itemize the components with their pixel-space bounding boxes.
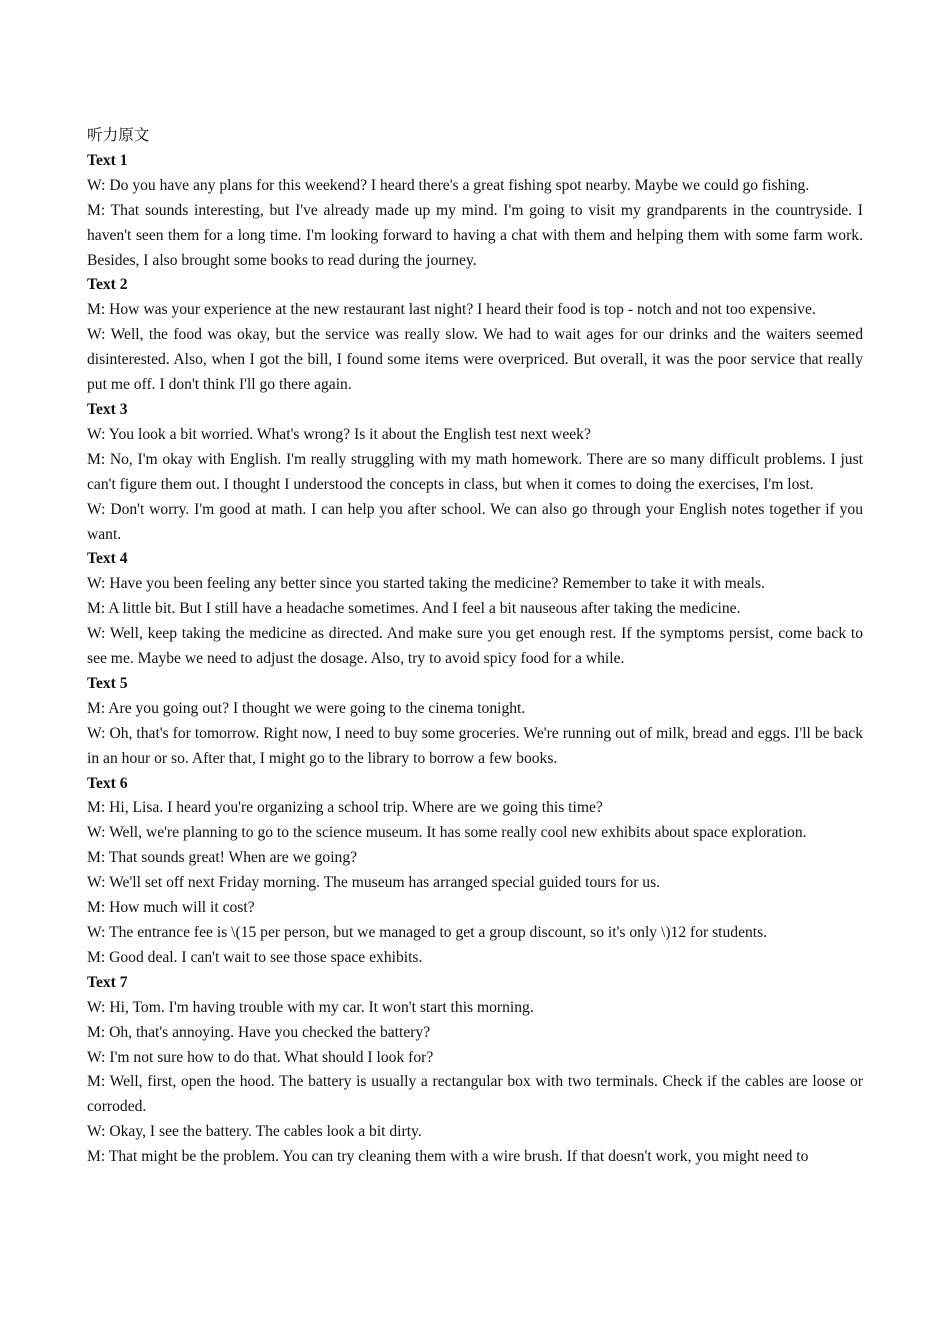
text-section-4 bbox=[87, 547, 863, 672]
dialogue-line: W: Have you been feeling any better since you started taking the medicine? Remember to take it with meals. bbox=[87, 575, 765, 593]
dialogue-line: W: Do you have any plans for this weekend? I heard there's a great fishing spot nearby. Maybe we could go fishing. bbox=[87, 176, 810, 194]
section-heading: Text 2 bbox=[87, 276, 128, 294]
dialogue-line: M: That sounds interesting, but I've already made up my mind. I'm going to visit my grandparents in the countryside. I haven't seen them for a long time. I'm looking forward to having a chat with them and helping them with some farm work. Besides, I also brought some books to read during the journey. bbox=[87, 201, 863, 269]
text-section-2 bbox=[87, 273, 863, 398]
dialogue-line: W: Well, the food was okay, but the service was really slow. We had to wait ages for our drinks and the waiters seemed disinterested. Also, when I got the bill, I found some items were overpriced. But overall, it was the poor service that really put me off. I don't think I'll go there again. bbox=[87, 326, 863, 394]
dialogue-line: W: Hi, Tom. I'm having trouble with my car. It won't start this morning. bbox=[87, 998, 534, 1016]
dialogue-line: M: No, I'm okay with English. I'm really struggling with my math homework. There are so many difficult problems. I just can't figure them out. I thought I understood the concepts in class, but when it comes to doing the exercises, I'm lost. bbox=[87, 450, 863, 493]
section-heading: Text 4 bbox=[87, 550, 128, 568]
document-title: 听力原文 bbox=[87, 127, 150, 144]
dialogue-line: W: You look a bit worried. What's wrong? Is it about the English test next week? bbox=[87, 425, 591, 443]
dialogue-line: M: A little bit. But I still have a headache sometimes. And I feel a bit nauseous after taking the medicine. bbox=[87, 600, 741, 618]
dialogue-line: M: Hi, Lisa. I heard you're organizing a school trip. Where are we going this time? bbox=[87, 799, 603, 817]
dialogue-line: W: I'm not sure how to do that. What should I look for? bbox=[87, 1048, 434, 1066]
dialogue-line: W: Okay, I see the battery. The cables look a bit dirty. bbox=[87, 1123, 422, 1141]
section-heading: Text 3 bbox=[87, 400, 128, 418]
text-section-7 bbox=[87, 971, 863, 1170]
dialogue-line: W: Oh, that's for tomorrow. Right now, I need to buy some groceries. We're running out of milk, bread and eggs. I'll be back in an hour or so. After that, I might go to the library to borrow a few books. bbox=[87, 724, 863, 767]
dialogue-line: M: That sounds great! When are we going? bbox=[87, 849, 358, 867]
document-page bbox=[87, 124, 863, 1170]
dialogue-line: W: Well, we're planning to go to the science museum. It has some really cool new exhibits about space exploration. bbox=[87, 824, 807, 842]
dialogue-line: W: Well, keep taking the medicine as directed. And make sure you get enough rest. If the symptoms persist, come back to see me. Maybe we need to adjust the dosage. Also, try to avoid spicy food for a while. bbox=[87, 625, 863, 668]
dialogue-line: M: Well, first, open the hood. The battery is usually a rectangular box with two terminals. Check if the cables are loose or corroded. bbox=[87, 1073, 863, 1116]
dialogue-line: W: Don't worry. I'm good at math. I can help you after school. We can also go through your English notes together if you want. bbox=[87, 500, 863, 543]
dialogue-line: M: Are you going out? I thought we were going to the cinema tonight. bbox=[87, 699, 526, 717]
dialogue-line: W: We'll set off next Friday morning. The museum has arranged special guided tours for us. bbox=[87, 874, 661, 892]
dialogue-line: M: Oh, that's annoying. Have you checked the battery? bbox=[87, 1023, 431, 1041]
text-section-6 bbox=[87, 772, 863, 971]
section-heading: Text 7 bbox=[87, 973, 128, 991]
dialogue-line: M: How was your experience at the new restaurant last night? I heard their food is top - notch and not too expensive. bbox=[87, 301, 816, 319]
text-section-3 bbox=[87, 398, 863, 547]
dialogue-line: W: The entrance fee is \(15 per person, but we managed to get a group discount, so it's only \)12 for students. bbox=[87, 924, 768, 941]
section-heading: Text 5 bbox=[87, 674, 128, 692]
text-section-1 bbox=[87, 149, 863, 274]
section-heading: Text 1 bbox=[87, 151, 128, 169]
text-section-5 bbox=[87, 672, 863, 772]
section-heading: Text 6 bbox=[87, 774, 128, 792]
dialogue-line: M: How much will it cost? bbox=[87, 899, 255, 917]
dialogue-line: M: Good deal. I can't wait to see those space exhibits. bbox=[87, 948, 423, 966]
dialogue-line: M: That might be the problem. You can try cleaning them with a wire brush. If that doesn't work, you might need to bbox=[87, 1148, 809, 1166]
